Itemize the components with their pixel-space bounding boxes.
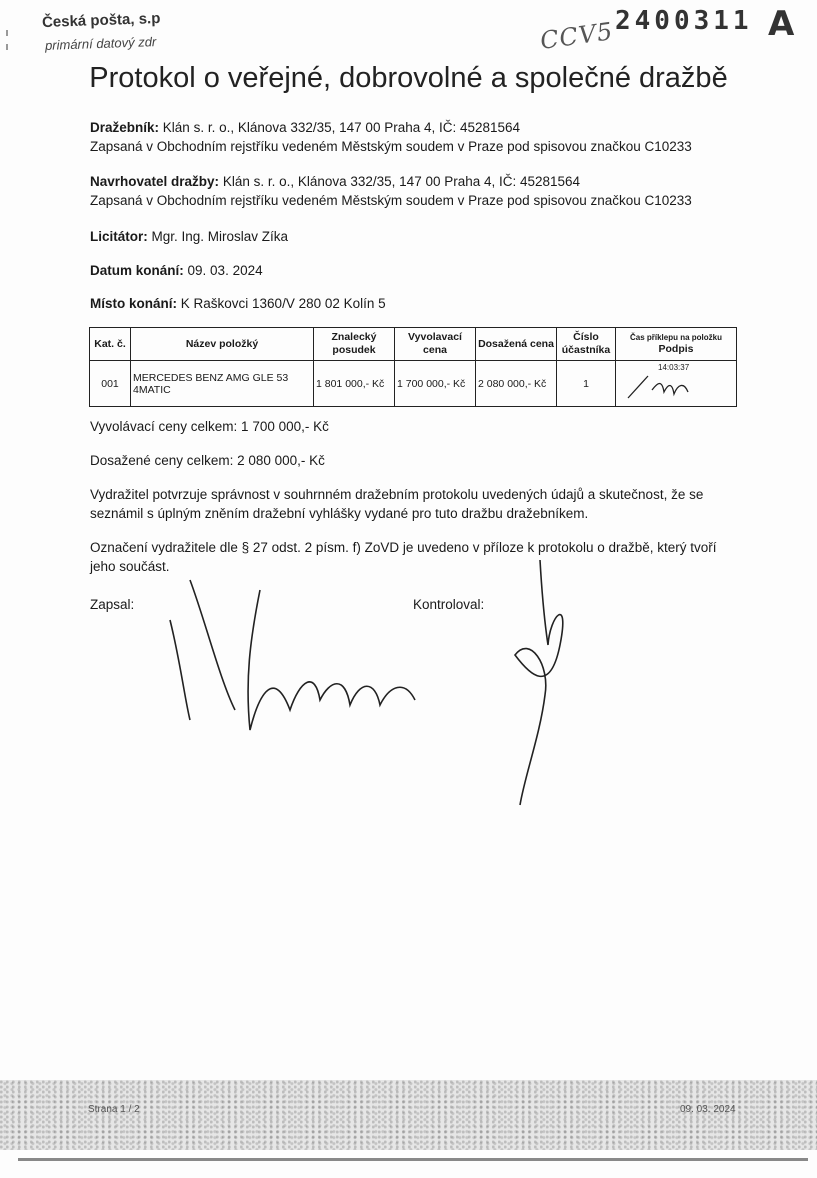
place-label: Místo konání: [90, 296, 177, 311]
auctioneer-label: Dražebník: [90, 120, 160, 135]
document-number: 2400311 [615, 6, 753, 36]
scan-noise-band [0, 1080, 817, 1150]
auctioneer-block [90, 118, 692, 156]
licitator-line [90, 227, 288, 246]
cell-kat: 001 [90, 361, 131, 407]
margin-mark [6, 44, 8, 50]
bottom-edge-line [18, 1158, 808, 1161]
col-expert: Znalecký posudek [314, 328, 395, 361]
col-start: Vyvolavací cena [395, 328, 476, 361]
handwritten-reference: CCV5 [538, 17, 615, 55]
proposer-label: Navrhovatel dražby: [90, 174, 220, 189]
licitator-value: Mgr. Ing. Miroslav Zíka [151, 229, 289, 244]
items-table [89, 327, 737, 407]
written-by-label: Zapsal: [90, 597, 135, 612]
margin-mark [6, 30, 8, 36]
cell-sign [616, 361, 737, 407]
col-sign [616, 328, 737, 361]
footer-date: 09. 03. 2024 [680, 1104, 736, 1115]
page-number: Strana 1 / 2 [88, 1104, 140, 1115]
cell-expert: 1 801 000,- Kč [314, 361, 395, 407]
proposer-registry: Zapsaná v Obchodním rejstříku vedeném Městským soudem v Praze pod spisovou značkou C10233 [90, 193, 692, 208]
col-kat: Kat. č. [90, 328, 131, 361]
col-sign-time: Čas příklepu na položku [629, 332, 722, 342]
postal-stamp-line2: primární datový zdr [44, 34, 157, 53]
auctioneer-registry: Zapsaná v Obchodním rejstříku vedeném Městským soudem v Praze pod spisovou značkou C10233 [90, 139, 692, 154]
cell-sign-time: 14:03:37 [658, 363, 690, 372]
page-title: Protokol o veřejné, dobrovolné a společné dražbě [89, 62, 728, 94]
table-row [90, 361, 737, 407]
proposer-value: Klán s. r. o., Klánova 332/35, 147 00 Praha 4, IČ: 45281564 [222, 174, 581, 189]
cell-start: 1 700 000,- Kč [395, 361, 476, 407]
date-line [90, 261, 263, 280]
licitator-label: Licitátor: [90, 229, 148, 244]
cell-reached: 2 080 000,- Kč [476, 361, 557, 407]
col-cislo: Číslo účastníka [557, 328, 616, 361]
document-letter: A [768, 4, 795, 44]
place-value: K Raškovci 1360/V 280 02 Kolín 5 [180, 296, 386, 311]
postal-stamp-line1: Česká pošta, s.p [41, 9, 161, 32]
col-sign-label: Podpis [658, 342, 694, 355]
checked-by-label: Kontroloval: [413, 597, 485, 612]
statement-confirmation: Vydražitel potvrzuje správnost v souhrnném dražebním protokolu uvedených údajů a skutečnost, že se seznámil s úplným zněním dražební vyhlášky vydané pro tuto dražbu dražebníkem. [90, 487, 704, 521]
cell-name: MERCEDES BENZ AMG GLE 53 4MATIC [131, 361, 314, 407]
table-header-row [90, 328, 737, 361]
total-start: Vyvolávací ceny celkem: 1 700 000,- Kč [90, 419, 329, 434]
total-reached: Dosažené ceny celkem: 2 080 000,- Kč [90, 453, 325, 468]
date-value: 09. 03. 2024 [187, 263, 263, 278]
statement-annex: Označení vydražitele dle § 27 odst. 2 písm. f) ZoVD je uvedeno v příloze k protokolu o dražbě, který tvoří jeho součást. [90, 540, 717, 574]
cell-cislo: 1 [557, 361, 616, 407]
col-name: Název položký [131, 328, 314, 361]
date-label: Datum konání: [90, 263, 184, 278]
signature-checked-by [490, 555, 600, 815]
auctioneer-value: Klán s. r. o., Klánova 332/35, 147 00 Praha 4, IČ: 45281564 [162, 120, 521, 135]
place-line [90, 294, 386, 313]
proposer-block [90, 172, 692, 210]
col-reached: Dosažená cena [476, 328, 557, 361]
signature-written-by [150, 560, 430, 760]
